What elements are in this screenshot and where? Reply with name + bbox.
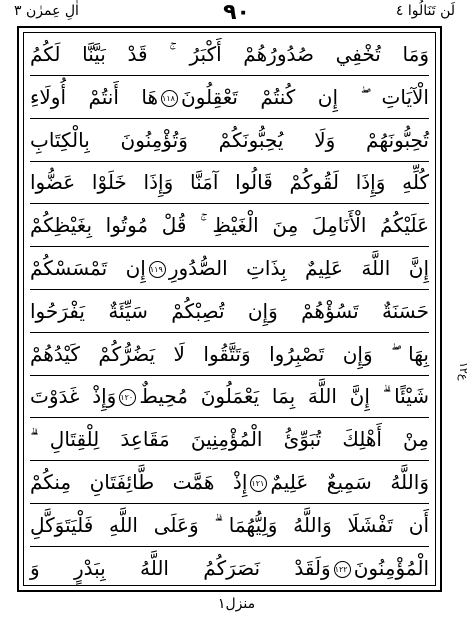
verse-text: تُحِبُّونَهُمْ وَلَا يُحِبُّونَكُمْ وَتُؤْمِنُونَ بِالْكِتَابِ [30, 127, 429, 152]
verse-text: الْآيَاتِ ۖ إِن كُنتُمْ تَعْقِلُونَ [181, 84, 429, 109]
ayah-number-marker: ١١٩ [149, 261, 166, 278]
verse-text: إِذْ هَمَّت طَّائِفَتَانِ مِنكُمْ [30, 470, 248, 494]
verse-text: وَاللَّهُ سَمِيعٌ عَلِيمٌ [270, 470, 429, 494]
verse-text: هَا أَنتُمْ أُولَاءِ [30, 84, 159, 109]
verse-line [30, 119, 429, 162]
verse-line [30, 290, 429, 333]
verse-text: وَمَا تُخْفِي صُدُورُهُمْ أَكْبَرُ ۚ قَدْ بَيَّنَّا لَكُمُ [30, 42, 429, 66]
verse-line [30, 204, 429, 247]
verse-line [30, 461, 429, 504]
verse-text: كُلِّهِ وَإِذَا لَقُوكُمْ قَالُوا آمَنَّا وَإِذَا خَلَوْا عَضُّوا [30, 170, 429, 195]
ayah-number-marker: ١٢٢ [334, 561, 351, 578]
ayah-number-marker: ١٢٠ [119, 389, 136, 406]
verse-line [30, 161, 429, 204]
verse-text: وَإِذْ غَدَوْتَ [30, 384, 117, 409]
verse-text: بِهَا ۖ وَإِن تَصْبِرُوا وَتَتَّقُوا لَا يَضُرُّكُمْ كَيْدُهُمْ [30, 341, 429, 366]
verse-line [30, 76, 429, 119]
verse-line [30, 33, 429, 76]
verse-line [30, 333, 429, 376]
verse-line [30, 547, 429, 589]
ayah-number-marker: ١٢١ [250, 475, 267, 492]
verse-text: الْمُؤْمِنُونَ [353, 555, 429, 580]
verse-text: عَلَيْكُمُ الْأَنَامِلَ مِنَ الْغَيْظِ ۚ قُلْ مُوتُوا بِغَيْظِكُمْ [30, 213, 429, 238]
verse-text: وَلَقَدْ نَصَرَكُمُ اللَّهُ بِبَدْرٍ وَ [30, 555, 331, 580]
manzil-footer: منزل١ [217, 596, 256, 612]
verse-text: إِن تَمْسَسْكُمْ [30, 256, 146, 280]
text-frame-inner [23, 32, 436, 586]
page-number: ٩٠ [223, 0, 250, 25]
verse-text: حَسَنَةٌ تَسُؤْهُمْ وَإِن تُصِبْكُمْ سَيِّئَةٌ يَفْرَحُوا [30, 298, 429, 323]
page-header [0, 0, 473, 26]
verse-line [30, 418, 429, 461]
verse-line [30, 504, 429, 547]
ayah-number-marker: ١١٨ [161, 90, 178, 107]
verse-line [30, 375, 429, 418]
surah-name: اٰلِ عِمرٰن ٣ [14, 3, 79, 19]
ruku-marker: ع١٢ [457, 362, 470, 381]
verse-text: إِنَّ اللَّهَ عَلِيمٌ بِذَاتِ الصُّدُورِ [168, 256, 429, 280]
verse-text: أَن تَفْشَلَا وَاللَّهُ وَلِيُّهُمَا ۗ وَعَلَى اللَّهِ فَلْيَتَوَكَّلِ [30, 512, 429, 537]
juz-name: لَن تَنَالُوا ٤ [395, 3, 455, 19]
verse-text: شَيْئًا ۗ إِنَّ اللَّهَ بِمَا يَعْمَلُونَ مُحِيطٌ [139, 384, 429, 409]
text-frame [17, 26, 442, 592]
verse-text: مِنْ أَهْلِكَ تُبَوِّئُ الْمُؤْمِنِينَ مَقَاعِدَ لِلْقِتَالِ ۗ [30, 427, 429, 452]
verse-line [30, 247, 429, 290]
